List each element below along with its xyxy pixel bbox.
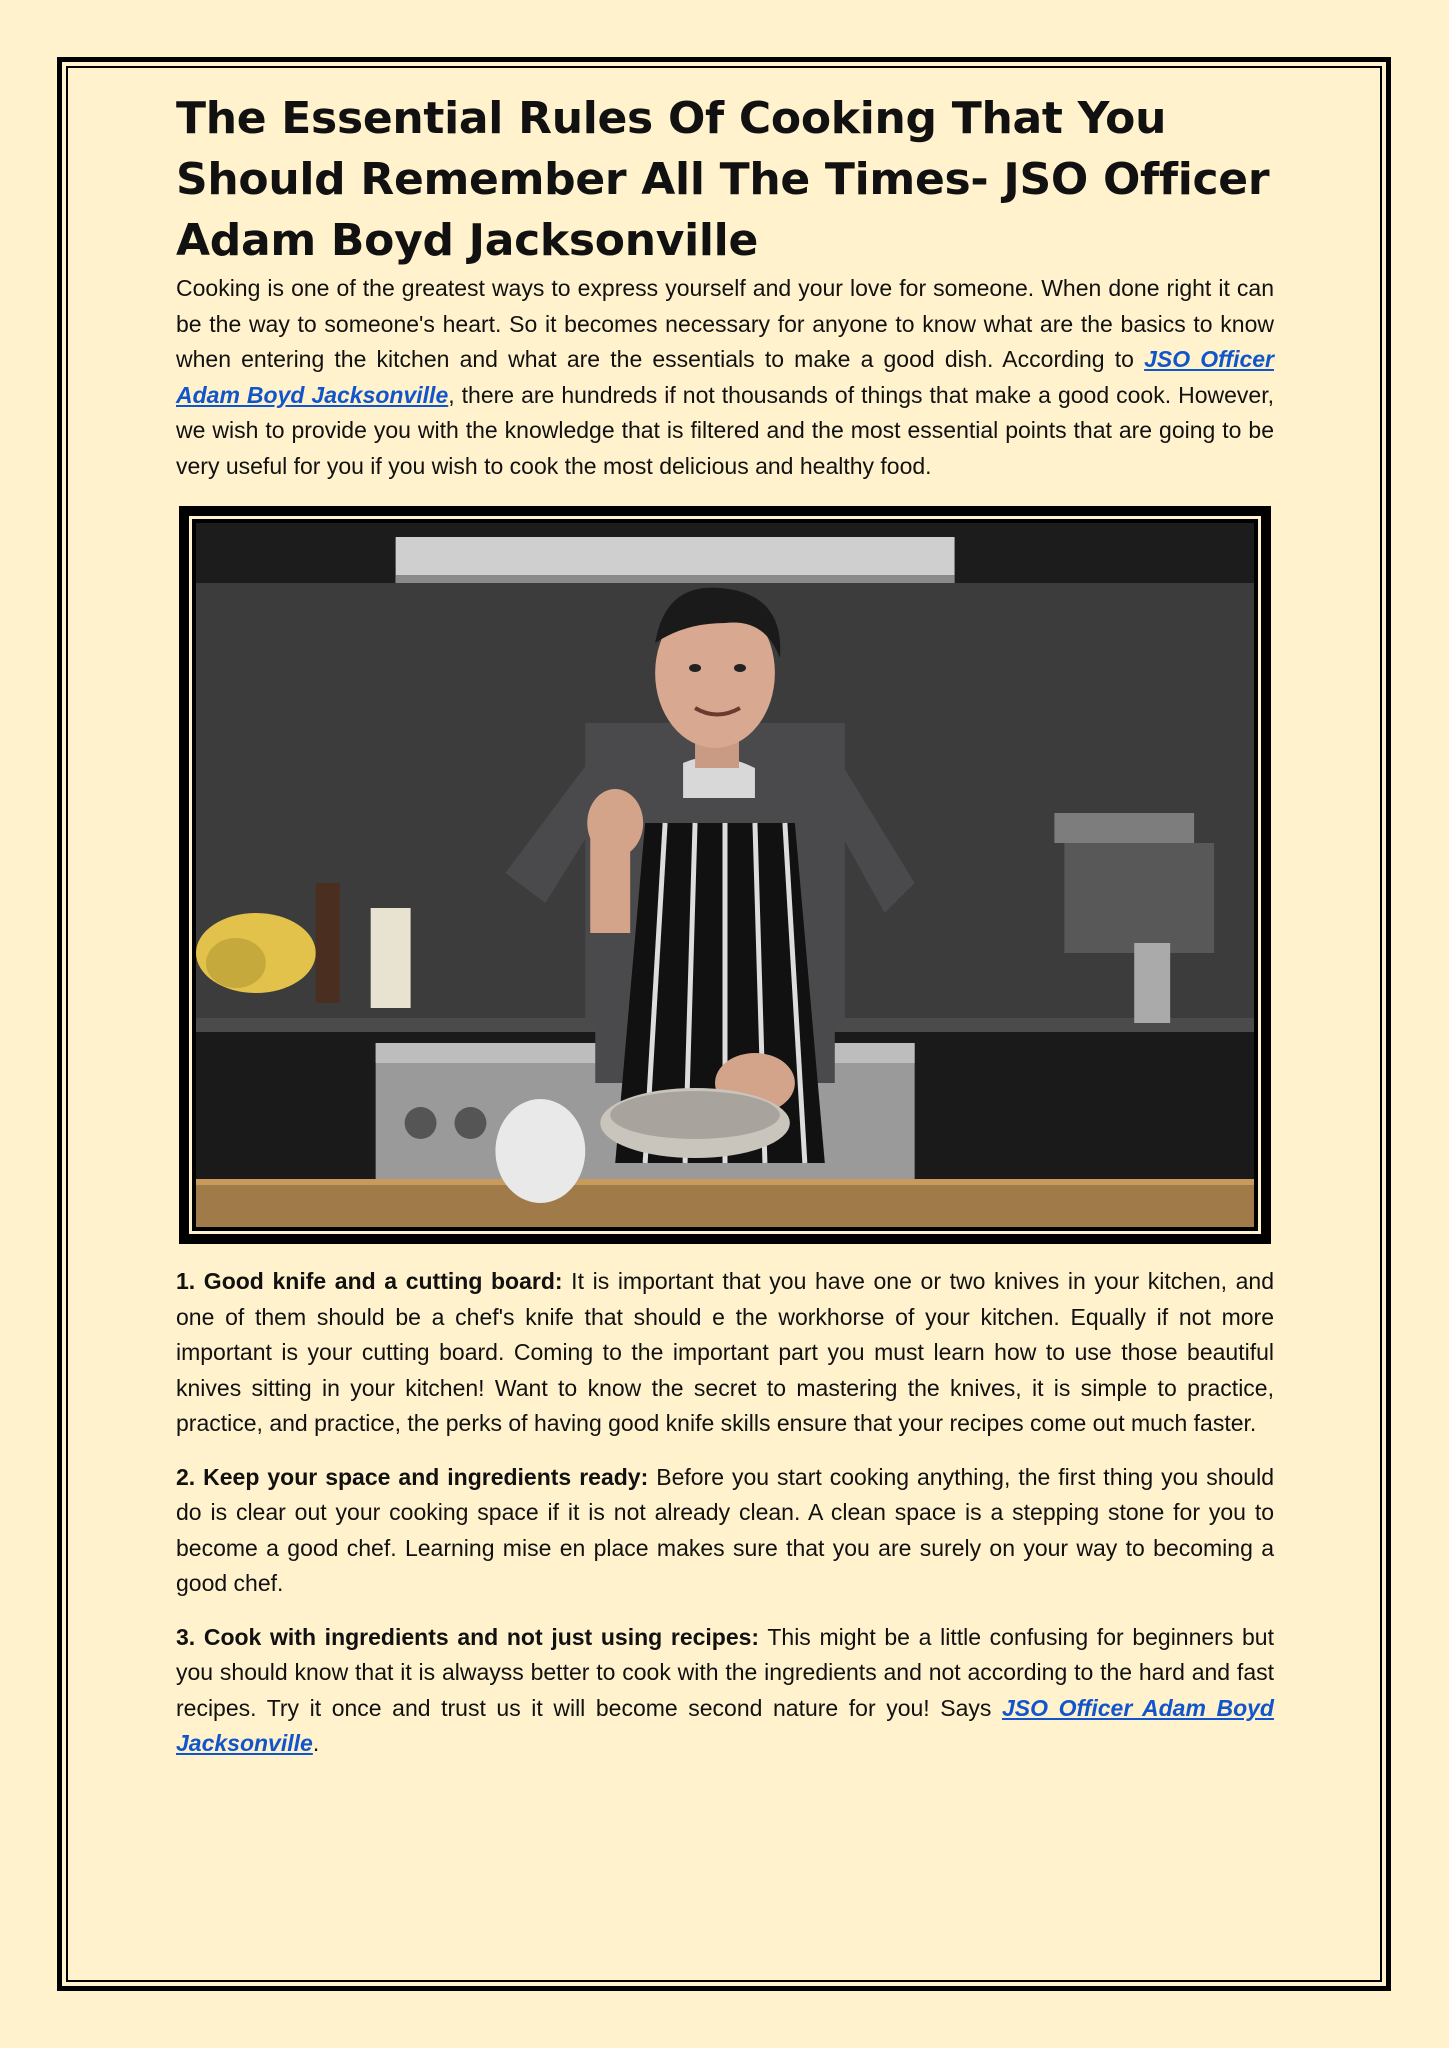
page-title: The Essential Rules Of Cooking That You Should Remember All The Times- JSO Officer Adam Boyd Jacksonville	[176, 93, 1270, 266]
section-1-heading: 1. Good knife and a cutting board:	[176, 1268, 563, 1294]
intro-paragraph	[176, 271, 1274, 484]
intro-text-after: , there are hundreds if not thousands of things that make a good cook. However, we wish to provide you with the knowledge that is filtered and the most essential points that are going to be very useful for you if you wish to cook the most delicious and healthy food.	[176, 381, 1274, 479]
photo-frame	[179, 506, 1271, 1244]
author-link-footer[interactable]: JSO Officer Adam Boyd Jacksonville	[176, 1694, 1274, 1756]
section-2-heading: 2. Keep your space and ingredients ready:	[176, 1463, 649, 1490]
section-3-end: .	[312, 1730, 320, 1756]
section-1	[176, 1264, 1274, 1442]
section-2-text: Before you start cooking anything, the first thing you should do is clear out your cooking space if it is not already clean. A clean space is a stepping stone for you to become a good chef. Learning mise en place makes sure that you are surely on your way to becoming a good chef.	[176, 1463, 1274, 1596]
section-3	[176, 1620, 1274, 1762]
author-link[interactable]: JSO Officer Adam Boyd Jacksonville	[176, 346, 1274, 408]
chef-photo	[196, 523, 1254, 1227]
intro-text-before: Cooking is one of the greatest ways to express yourself and your love for someone. When done right it can be the way to someone's heart. So it becomes necessary for anyone to know what are the basics to know when entering the kitchen and what are the essentials to make a good dish. According to	[176, 275, 1274, 372]
section-3-heading: 3. Cook with ingredients and not just using recipes:	[176, 1623, 760, 1650]
section-2	[176, 1460, 1274, 1602]
section-1-text: It is important that you have one or two knives in your kitchen, and one of them should be a chef's knife that should e the workhorse of your kitchen. Equally if not more important is your cutting board. Coming to the important part you must learn how to use those beautiful knives sitting in your kitchen! Want to know the secret to mastering the knives, it is simple to practice, practice, and practice, the perks of having good knife skills ensure that your recipes come out much faster.	[176, 1268, 1275, 1436]
section-3-text: This might be a little confusing for beginners but you should know that it is alwayss better to cook with the ingredients and not according to the hard and fast recipes. Try it once and trust us it will become second nature for you! Says	[176, 1623, 1274, 1721]
article	[176, 88, 1274, 1762]
